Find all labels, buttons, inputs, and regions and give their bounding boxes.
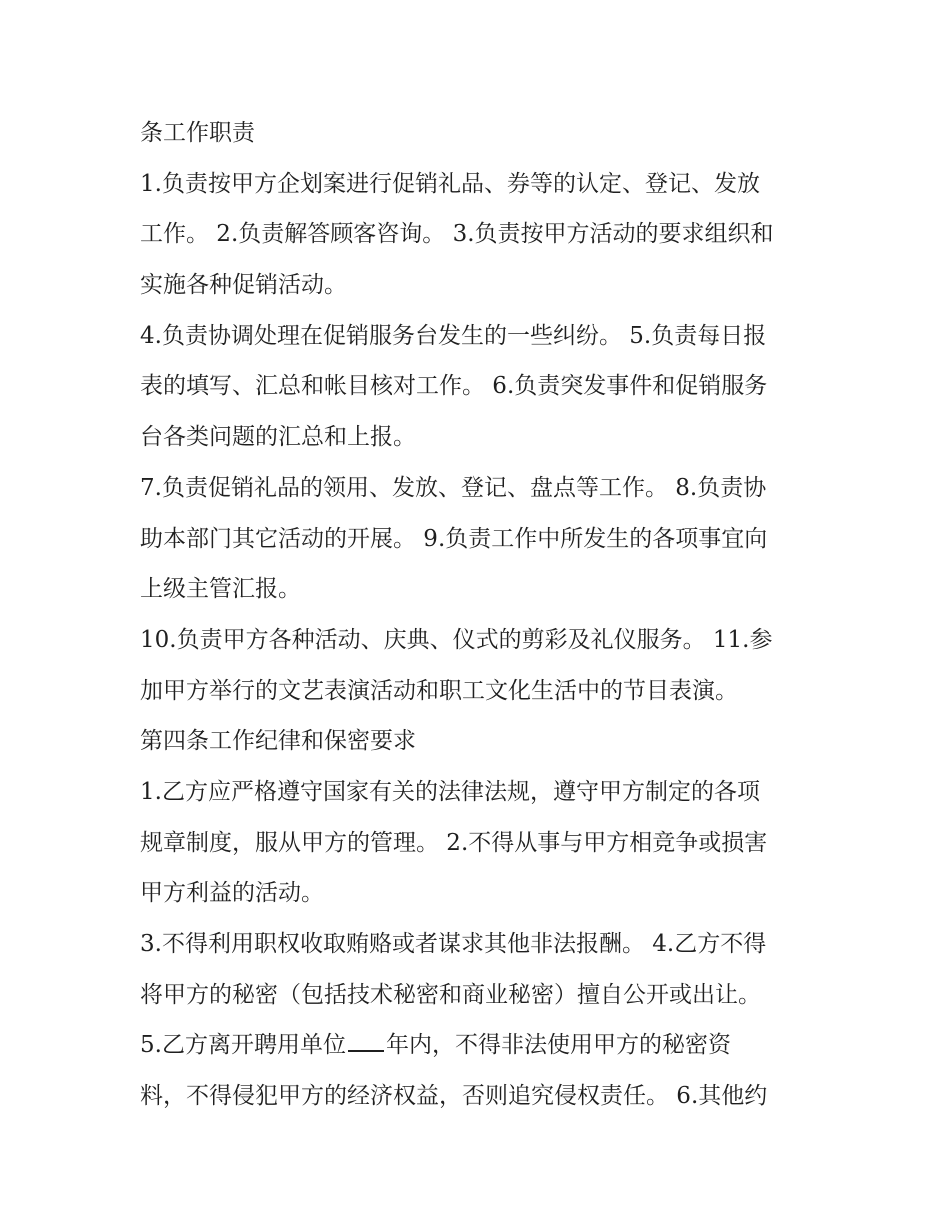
text-line: 将甲方的秘密（包括技术秘密和商业秘密）擅自公开或出让。 (140, 981, 761, 1008)
section-heading: 第四条工作纪律和保密要求 (140, 728, 416, 755)
text-line: 助本部门其它活动的开展。 9.负责工作中所发生的各项事宜向 (140, 525, 768, 552)
document-body (140, 108, 812, 1122)
text-line: 实施各种促销活动。 (140, 272, 347, 299)
text-line: 台各类问题的汇总和上报。 (140, 424, 416, 451)
text-line: 1.乙方应严格遵守国家有关的法律法规，遵守甲方制定的各项 (140, 778, 760, 805)
text-line: 工作。 2.负责解答顾客咨询。 3.负责按甲方活动的要求组织和 (140, 221, 774, 248)
text-line: 条工作职责 (140, 120, 255, 146)
text-line: 10.负责甲方各种活动、庆典、仪式的剪彩及礼仪服务。 11.参 (140, 626, 773, 653)
text-line: 加甲方举行的文艺表演活动和职工文化生活中的节目表演。 (140, 677, 738, 704)
text-line: 表的填写、汇总和帐目核对工作。 6.负责突发事件和促销服务 (140, 373, 768, 400)
fill-in-blank (348, 1032, 384, 1052)
text-before-blank: 5.乙方离开聘用单位 (140, 1032, 346, 1059)
text-line: 7.负责促销礼品的领用、发放、登记、盘点等工作。 8.负责协 (140, 474, 767, 501)
text-line: 上级主管汇报。 (140, 576, 301, 603)
text-line: 1.负责按甲方企划案进行促销礼品、券等的认定、登记、发放 (140, 170, 760, 197)
text-line: 甲方利益的活动。 (140, 880, 324, 907)
text-line: 4.负责协调处理在促销服务台发生的一些纠纷。 5.负责每日报 (140, 322, 767, 349)
text-line: 3.不得利用职权收取贿赂或者谋求其他非法报酬。 4.乙方不得 (140, 931, 767, 957)
text-after-blank: 年内，不得非法使用甲方的秘密资 (385, 1032, 731, 1059)
text-line-with-blank (140, 1020, 812, 1071)
text-line: 料，不得侵犯甲方的经济权益，否则追究侵权责任。 6.其他约 (140, 1083, 768, 1110)
text-line: 规章制度，服从甲方的管理。 2.不得从事与甲方相竞争或损害 (140, 829, 768, 856)
